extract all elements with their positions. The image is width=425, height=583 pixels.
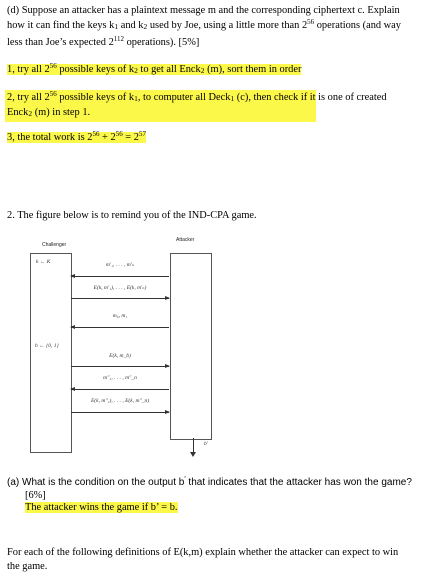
question-d-line3: less than Joe’s expected $2^{112}$ operations). [5%] <box>7 35 200 48</box>
challenger-label: Challenger <box>42 242 67 248</box>
arrow-challenge <box>71 327 169 328</box>
question-a-line1: (a) What is the condition on the output b′ that indicates that the attacker has won the game? <box>7 476 412 488</box>
attacker-box <box>170 253 212 440</box>
output-label: b′ <box>204 441 208 447</box>
msg-queries-2-label: m″₁, . . . , m″_n <box>103 375 137 381</box>
footer-line2: the game. <box>7 561 48 572</box>
output-arrowhead <box>190 452 196 457</box>
msg-challenge-label: m₀, m₁ <box>112 313 128 319</box>
attacker-label: Attacker <box>176 237 195 243</box>
keygen-label: k ← K <box>36 259 51 265</box>
question-a-marks: [6%] <box>25 490 46 501</box>
question-d-line2: how it can find the keys $k_1$ and $k_2$ used by Joe, using a little more than $2^{56}$ operations (and way <box>7 18 401 31</box>
arrow-ciphertexts-1 <box>71 298 169 299</box>
arrow-queries-2 <box>71 389 169 390</box>
answer-d-step2-line1: 2, try all $2^{56}$ possible keys of $k_1$, to computer all Deck$_1$ (c), then check if it is one of created <box>7 90 387 103</box>
answer-d-step3: 3, the total work is $2^{56} + 2^{56} = 2^{57}$ <box>7 130 146 143</box>
msg-queries-1-label: m′₁, . . . , m′ₙ <box>105 262 135 268</box>
arrow-ciphertexts-2 <box>71 412 169 413</box>
output-arrow <box>193 438 194 453</box>
question-a-answer: The attacker wins the game if b’ = b. <box>25 502 178 513</box>
question-2-text: 2. The figure below is to remind you of the IND-CPA game. <box>7 210 257 221</box>
footer-line1: For each of the following definitions of E(k,m) explain whether the attacker can expect to win <box>7 547 399 558</box>
bitgen-label: b ← {0, 1} <box>35 343 59 349</box>
arrow-queries-1 <box>71 276 169 277</box>
arrow-challenge-ct <box>71 366 169 367</box>
msg-ciphertexts-1-label: E(k, m′₁), . . . , E(k, m′ₙ) <box>93 285 147 291</box>
question-d-line1: (d) Suppose an attacker has a plaintext message m and the corresponding ciphertext c. Explain <box>7 5 400 16</box>
challenger-box <box>30 253 72 453</box>
msg-ciphertexts-2-label: E(k, m″₁), . . . , E(k, m″_n) <box>90 398 150 404</box>
answer-d-step2-line2: Enck$_2$ (m) in step 1. <box>7 107 91 118</box>
msg-challenge-ct-label: E(k, m_b) <box>109 353 131 359</box>
answer-d-step1: 1, try all $2^{56}$ possible keys of $k_2$ to get all Enck$_2$ (m), sort them in order <box>7 62 302 75</box>
